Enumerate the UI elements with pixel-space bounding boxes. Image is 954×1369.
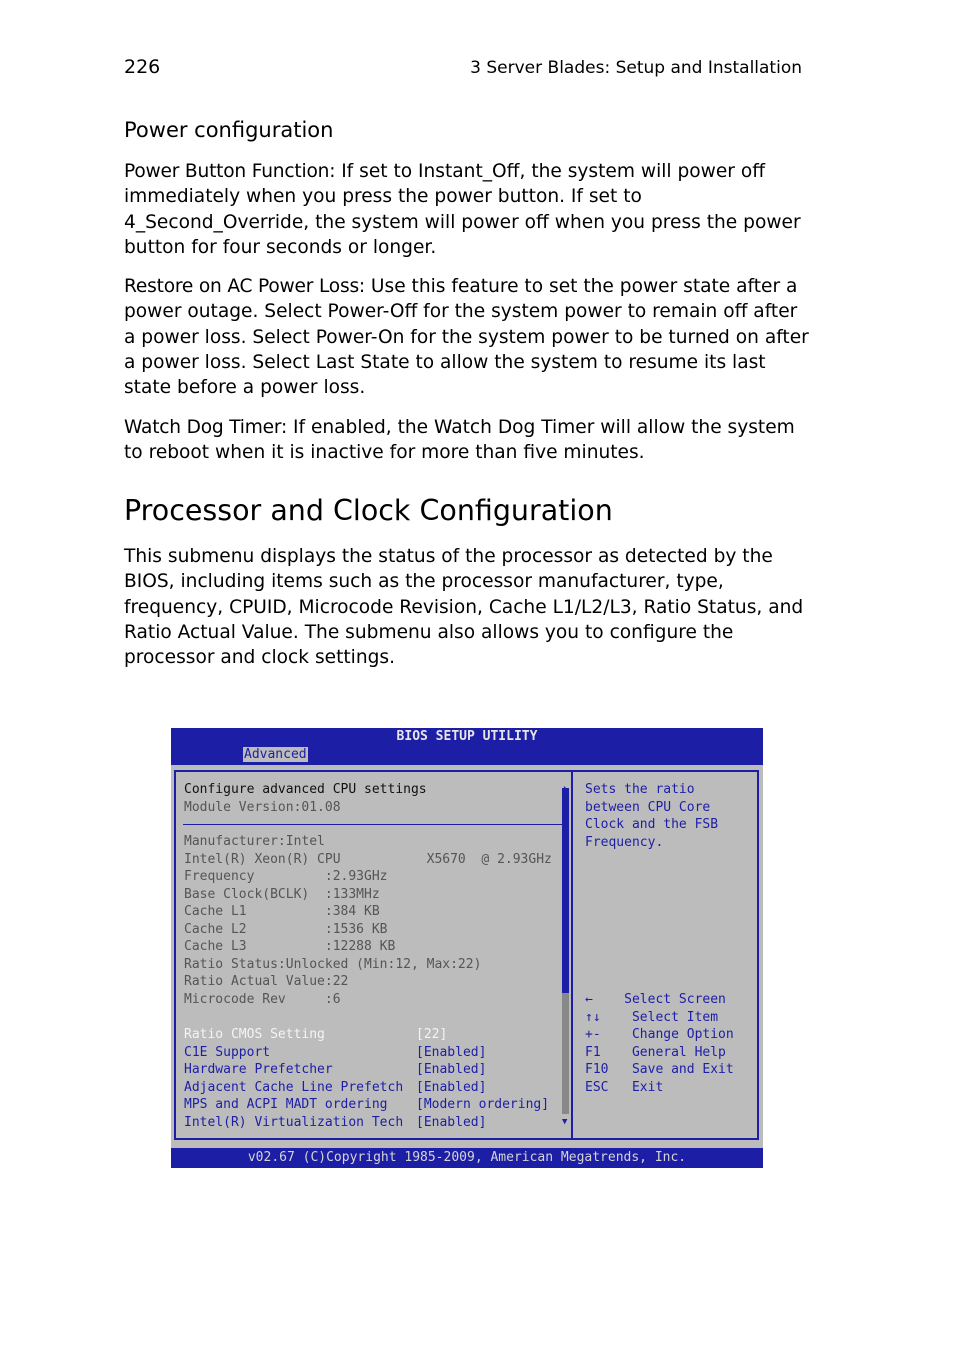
bios-scrollbar-thumb[interactable]	[562, 788, 569, 993]
bios-setting-value: [Enabled]	[416, 1114, 487, 1130]
bios-info-line: Frequency :2.93GHz	[184, 869, 388, 884]
bios-setting-name: Ratio CMOS Setting	[184, 1027, 325, 1042]
bios-info-line: Base Clock(BCLK) :133MHz	[184, 886, 380, 902]
bios-help-line: Sets the ratio	[585, 782, 695, 797]
bios-tab-advanced[interactable]: Advanced	[244, 747, 307, 762]
power-button-function-paragraph	[124, 159, 814, 260]
bios-key-hint: +- Change Option	[585, 1027, 734, 1042]
bios-info-line: Cache L1 :384 KB	[184, 904, 380, 919]
bios-key-hint: F10 Save and Exit	[585, 1062, 734, 1077]
bios-panel-divider	[571, 770, 573, 1140]
bios-setting-name: Hardware Prefetcher	[184, 1062, 333, 1077]
watch-dog-timer-paragraph	[124, 415, 814, 466]
term-power-button-function: Power Button Function:	[124, 161, 336, 182]
bios-key-hint: F1 General Help	[585, 1044, 726, 1060]
desc-watch-dog-timer: If enabled, the Watch Dog Timer will allow the system to reboot when it is inactive for more than five minutes.	[124, 417, 795, 464]
bios-heading-divider	[183, 824, 565, 825]
bios-info-line: Ratio Actual Value:22	[184, 974, 349, 989]
bios-key-hint: ESC Exit	[585, 1079, 664, 1095]
bios-screenshot	[171, 728, 763, 1168]
bios-info-line: Intel(R) Xeon(R) CPU X5670 @ 2.93GHz	[184, 851, 552, 867]
restore-ac-power-paragraph	[124, 274, 814, 400]
processor-section-heading: Processor and Clock Configuration	[124, 494, 613, 527]
bios-info-line: Ratio Status:Unlocked (Min:12, Max:22)	[184, 956, 482, 972]
bios-setting-value: [Enabled]	[416, 1044, 487, 1060]
bios-copyright-footer: v02.67 (C)Copyright 1985-2009, American Megatrends, Inc.	[171, 1148, 763, 1168]
bios-setting-name: Intel(R) Virtualization Tech	[184, 1114, 404, 1130]
bios-info-line: Cache L2 :1536 KB	[184, 921, 388, 937]
bios-info-line: Manufacturer:Intel	[184, 834, 325, 849]
page-number: 226	[124, 56, 161, 78]
scroll-down-arrow-icon[interactable]: ▼	[562, 1117, 568, 1127]
chapter-title: 3 Server Blades: Setup and Installation	[470, 58, 802, 78]
bios-setting-name: MPS and ACPI MADT ordering	[184, 1097, 388, 1112]
bios-module-version: Module Version:01.08	[184, 800, 341, 815]
scroll-up-arrow-icon[interactable]: ▲	[562, 784, 568, 794]
bios-title: BIOS SETUP UTILITY	[171, 728, 763, 745]
power-config-heading: Power configuration	[124, 118, 334, 142]
bios-setting-value: [22]	[416, 1027, 448, 1042]
desc-restore-ac-power: Use this feature to set the power state after a power outage. Select Power-Off for the system power to remain off after a power loss. Select Power-On for the system power to be turned on after a power loss. Select Last State to allow the system to resume its last state before a power loss.	[124, 276, 809, 399]
bios-info-line: Microcode Rev :6	[184, 991, 341, 1007]
bios-setting-value: [Modern ordering]	[416, 1097, 550, 1112]
bios-help-line: Frequency.	[585, 834, 664, 850]
processor-section-body: This submenu displays the status of the processor as detected by the BIOS, including items such as the processor manufacturer, type, frequency, CPUID, Microcode Revision, Cache L1/L2/L3, Ratio Status, and Ratio Actual Value. The submenu also allows you to configure the processor and clock settings.	[124, 546, 804, 669]
bios-help-line: between CPU Core	[585, 799, 711, 815]
term-watch-dog-timer: Watch Dog Timer:	[124, 417, 288, 438]
bios-setting-name: C1E Support	[184, 1044, 271, 1060]
bios-setting-name: Adjacent Cache Line Prefetch	[184, 1079, 404, 1095]
bios-info-line: Cache L3 :12288 KB	[184, 939, 396, 954]
bios-tab-underline	[171, 762, 763, 765]
bios-key-hint: ← Select Screen	[585, 992, 726, 1007]
bios-key-hint: ↑↓ Select Item	[585, 1009, 719, 1025]
desc-power-button-function: If set to Instant_Off, the system will power off immediately when you press the power button. If set to 4_Second_Override, the system will power off when you press the power button for four seconds or longer.	[124, 161, 801, 258]
bios-setting-value: [Enabled]	[416, 1079, 487, 1095]
term-restore-ac-power: Restore on AC Power Loss:	[124, 276, 365, 297]
bios-help-line: Clock and the FSB	[585, 817, 719, 832]
bios-setting-value: [Enabled]	[416, 1062, 487, 1077]
bios-section-heading: Configure advanced CPU settings	[184, 782, 427, 797]
